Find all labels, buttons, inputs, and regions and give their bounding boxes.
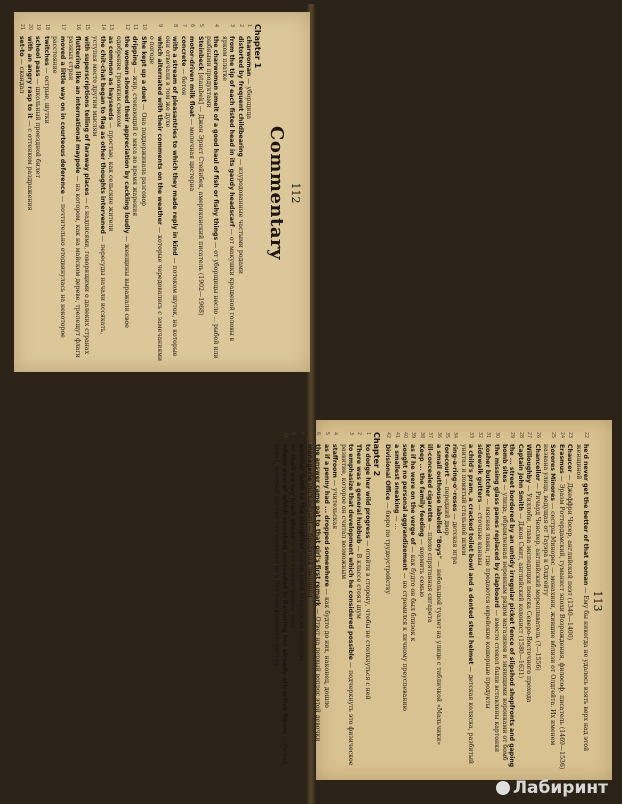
entry-term: dripping [131, 36, 139, 66]
entry-translation: — которые чередовались с замечаниями о погоде [148, 36, 163, 362]
entry-translation: — детская игра [451, 511, 459, 565]
entry-body [417, 444, 424, 770]
entry-term: Willoughby [525, 444, 533, 484]
entry-term: ring-a-ring-o'-roses [451, 444, 459, 512]
entry-term: the missing glass panes replaced by clapboard [492, 444, 500, 608]
commentary-entry [131, 24, 138, 362]
entry-number: 40 [402, 432, 408, 439]
entry-translation: — сестры Минорес — монахини, жившие вблизи от Олдгейта. Их именем названа улица, ведущая от Тауэра к Олдгейту [541, 444, 557, 746]
entry-term: Chaucer [566, 444, 574, 473]
entry-term: as common as hayseeds [107, 36, 115, 121]
entry-translation: [mɪ'nædʒərɪ] — бродячий зверинец [306, 481, 313, 598]
entry-body [443, 444, 450, 770]
entry-body [196, 36, 203, 362]
entry-translation: — с оттенком раздражения [26, 118, 34, 211]
entry-number: 6 [189, 24, 195, 28]
entry-translation: — детская коляска, разбитый унитаз и помятый стальной шлем [459, 444, 475, 764]
entry-term: which alternated with their comments on the weather [155, 36, 163, 225]
entry-translation: — передний двор [443, 476, 451, 536]
commentary-entry [188, 24, 195, 362]
entry-number: 20 [27, 24, 33, 31]
commentary-entry [516, 432, 523, 770]
entry-term: Keep ... the family feeding [417, 444, 425, 537]
entry-translation: — еще один ягненок на заклание [297, 549, 305, 662]
entry-body [460, 444, 475, 770]
entry-number: 26 [534, 432, 540, 439]
commentary-entry [401, 432, 408, 770]
entry-body [339, 444, 354, 770]
entry-translation: — В классе стоял шум [355, 543, 363, 619]
entry-body [401, 444, 408, 770]
entry-body [42, 36, 49, 362]
entry-translation: — как будто он был близок к [409, 544, 417, 642]
entry-term: motor-driven milk float [188, 36, 196, 117]
commentary-entry [542, 432, 557, 770]
entry-number: 11 [132, 24, 138, 31]
commentary-entry [384, 432, 391, 770]
commentary-entry [557, 432, 564, 770]
open-book [10, 4, 614, 796]
commentary-entry [426, 432, 433, 770]
commentary-entry [273, 432, 288, 770]
commentary-entry [355, 432, 362, 770]
entry-term: Erasmus [557, 444, 565, 474]
entry-translation: — школьный проездной билет [34, 76, 42, 178]
page-number: 113 [591, 590, 604, 612]
entry-body [273, 444, 288, 770]
entry-term: distorted by frequent childbearing [236, 36, 244, 157]
entry-term: to dodge her wild progress [363, 444, 371, 539]
commentary-entry [443, 432, 450, 770]
entry-translation: — небольшой туалет на улице с табличкой «Мальчики» [434, 558, 442, 746]
commentary-entry [566, 432, 573, 770]
entry-translation: — мясная лавка, где продаются еврейские кошерные продукты [484, 496, 492, 709]
entry-translation: — как будто до них, наконец, дошло [322, 586, 330, 708]
entry-term: with an angry rasp to it [26, 36, 34, 119]
entry-body [148, 36, 163, 362]
commentary-entry [179, 24, 186, 362]
entry-term: a small outhouse labelled "Boys" [434, 444, 442, 559]
entry-term: with superscriptions telling of faraway places [82, 36, 90, 196]
commentary-entry [475, 432, 482, 770]
entry-number: 38 [418, 432, 424, 439]
entry-translation: — молочная цистерна [188, 116, 196, 192]
entry-term: Chancellor [533, 444, 541, 481]
commentary-entry [339, 432, 354, 770]
page-title: Commentary [266, 126, 287, 260]
entry-body [475, 444, 482, 770]
entry-translation: — улица, обрамленная неровным рядом магазинов и зияющими воронками от бомб [500, 482, 508, 761]
entry-body [516, 444, 523, 770]
entry-term: he'd never get the better of that woman [582, 444, 589, 586]
entry-number: 3 [229, 24, 235, 28]
entry-body [533, 444, 540, 770]
commentary-entry [574, 432, 589, 770]
commentary-entry [533, 432, 540, 770]
entry-number: 21 [18, 24, 24, 31]
commentary-entry [417, 432, 424, 770]
entry-number: 12 [123, 24, 129, 31]
commentary-list [17, 24, 252, 362]
entry-term: There was a general hubbub [355, 444, 363, 544]
commentary-entry [236, 24, 243, 362]
entry-translation: — от макушки крашеной головы в ярком платке [220, 36, 236, 342]
entry-number: 6 [315, 432, 321, 436]
chapter-heading: Chapter 1 [253, 24, 262, 69]
entry-number: 18 [43, 24, 49, 31]
entry-term: Divisional Office [384, 444, 392, 501]
entry-translation: — пересуды начали иссякать, уступая место другим мыслям [91, 36, 106, 335]
entry-body [188, 36, 195, 362]
watermark [496, 778, 608, 798]
commentary-entry [205, 24, 220, 362]
entry-body [205, 36, 220, 362]
entry-body [574, 444, 589, 770]
entry-term: moved a little way on in courteous deference [58, 36, 66, 194]
commentary-entry [148, 24, 163, 362]
entry-term: from the tip of each fisted head in its gaudy headscarf [228, 36, 236, 227]
entry-term: the ... street bordered by an untidy irregular picket fence of slipshod shopfronts and gaping bomb sites [500, 444, 516, 768]
entry-term: with a stream of pleasantries to which they made reply in kind [171, 36, 179, 256]
entry-number: 7 [307, 432, 312, 436]
commentary-entry [17, 24, 24, 362]
entry-body [297, 444, 304, 770]
entry-body [451, 444, 458, 770]
entry-translation: — Ему бы никогда не удалось взять верх над этой женщиной [574, 444, 589, 752]
entry-number: 33 [468, 432, 474, 439]
entry-term: the chit-chat began to flag as other thoughts intervened [98, 36, 106, 234]
entry-number: 13 [108, 24, 114, 31]
entry-body [131, 36, 138, 362]
entry-translation: — Ответ на первый вопрос этой девочки [314, 606, 322, 742]
entry-translation: — плохо спрятанная сигарета [426, 521, 434, 623]
entry-number: 10 [140, 24, 146, 31]
entry-number: 8 [172, 24, 178, 28]
entry-number: 2 [237, 24, 243, 28]
entry-term: ill-concealed cigarette [426, 444, 434, 522]
entry-number: 19 [35, 24, 41, 31]
entry-body [363, 444, 370, 770]
entry-translation: — вместо стекол были вставлены картонки [492, 607, 500, 753]
entry-number: 9 [290, 432, 296, 436]
entry-body [384, 444, 391, 770]
entry-term: sought no personal aggrandizement [401, 444, 409, 571]
entry-number: 9 [156, 24, 162, 28]
entry-body [220, 36, 235, 362]
commentary-entry [220, 24, 235, 362]
entry-body [91, 36, 106, 362]
entry-term: She kept up a duet [139, 36, 147, 103]
commentary-entry [460, 432, 475, 770]
entry-number: 5 [197, 24, 203, 28]
entry-body [525, 444, 532, 770]
entry-body [355, 444, 362, 770]
entry-term: the charwoman smelt of a good haul of fish or fishy things [212, 36, 220, 241]
commentary-entry [525, 432, 532, 770]
entry-translation: — с надписями, говорящими о далеких странах [82, 195, 90, 355]
entry-number: 28 [517, 432, 523, 439]
entry-term: another lamb to the slaughter [297, 444, 305, 550]
commentary-entry [392, 432, 399, 770]
commentary-entry [245, 24, 252, 362]
entry-term: as if a penny had ... dropped somewhere [322, 444, 330, 587]
entry-term: Steinbeck [196, 36, 204, 71]
entry-body [236, 36, 243, 362]
entry-body [501, 444, 516, 770]
entry-body [34, 36, 41, 362]
entry-body [51, 36, 66, 362]
commentary-entry [51, 24, 66, 362]
entry-term: charwoman [245, 36, 252, 77]
entry-body [289, 444, 296, 770]
entry-number: 23 [567, 432, 573, 439]
commentary-list [384, 432, 589, 770]
entry-number: 4 [213, 24, 219, 28]
entry-body [245, 36, 252, 362]
entry-body [314, 444, 321, 770]
entry-translation: — учительская [331, 477, 339, 530]
entry-number: 29 [509, 432, 515, 439]
entry-translation: — не стремился к личному преуспеванию [401, 570, 409, 711]
commentary-list [273, 432, 371, 770]
entry-number: 4 [332, 432, 338, 436]
commentary-entry [82, 24, 89, 362]
entry-number: 2 [356, 432, 362, 436]
entry-term: twitches [42, 36, 50, 66]
entry-body [179, 36, 186, 362]
commentary-entry [139, 24, 146, 362]
commentary-entry [164, 24, 179, 362]
entry-translation: — почтительно отодвинулась на некоторое расстояние [51, 36, 66, 338]
labirint-logo-icon [496, 781, 510, 795]
entry-number: 3 [348, 432, 354, 436]
entry-translation: — белый халат, который удачно подчеркивал ее и без того красивую фигуру [273, 444, 288, 765]
entry-term: a smallest sneaking [392, 444, 400, 514]
entry-number: 35 [444, 432, 450, 439]
entry-term: menagerie [306, 444, 313, 482]
entry-body [492, 444, 499, 770]
entry-number: 31 [485, 432, 491, 439]
entry-translation: — бетон [179, 66, 187, 96]
entry-term: a child's pram, a cracked toilet bowl and a dented steel helmet [467, 444, 475, 665]
entry-number: 8 [298, 432, 304, 436]
entry-number: 1 [246, 24, 251, 28]
entry-translation: — или скорее черная овца [289, 539, 297, 629]
entry-translation: — Джон Смит, английский колонист (1580—1631) [516, 510, 524, 679]
entry-body [82, 36, 89, 362]
commentary-entry [363, 432, 370, 770]
entry-body [17, 36, 24, 362]
entry-number: 7 [180, 24, 186, 28]
entry-body [306, 444, 313, 770]
page-112 [14, 12, 310, 372]
entry-number: 5 [323, 432, 329, 436]
entry-body [434, 444, 441, 770]
entry-translation: — Джеффри Чосер, английский поэт (1340—1400) [566, 472, 574, 641]
commentary-entry [297, 432, 304, 770]
entry-term: concrete [179, 36, 187, 67]
entry-translation: — ... [392, 513, 400, 530]
entry-term: the women showed their appreciation by cackling loudly [122, 36, 130, 234]
commentary-entry [42, 24, 49, 362]
entry-number: 14 [99, 24, 105, 31]
commentary-entry [484, 432, 491, 770]
entry-number: 41 [393, 432, 399, 439]
commentary-entry [34, 24, 41, 362]
commentary-entry [115, 24, 130, 362]
commentary-entry [434, 432, 441, 770]
entry-term: whose overall which somehow succeeded in flattering her already attractive figure [280, 444, 288, 735]
page-number: 112 [289, 182, 302, 204]
entry-translation: — подчеркнуть это физическое развитие, которое он считал возможным [339, 444, 355, 766]
entry-body [115, 36, 130, 362]
entry-term: fluttering like an international maypole [74, 36, 82, 174]
entry-body [426, 444, 433, 770]
commentary-entry [91, 24, 106, 362]
entry-term: or shall we say black sheep [289, 444, 297, 540]
entry-body [331, 444, 338, 770]
entry-number: 36 [435, 432, 441, 439]
entry-translation: — от уборщицы несло ... рыбой или рыбными продуктами [204, 36, 220, 359]
entry-translation: — Она поддерживала разговор [139, 102, 147, 207]
entry-number: 34 [452, 432, 458, 439]
entry-translation: — бюро по трудоустройству [384, 500, 392, 594]
entry-translation: — на котором, как на майском дереве, трепещут флаги разных стран [67, 36, 82, 358]
entry-term: set-to [17, 36, 25, 57]
entry-number: 24 [558, 432, 564, 439]
entry-term: to emphasize that development which he considered possible [347, 444, 355, 660]
entry-term: Sorores Minores [549, 444, 557, 501]
entry-body [566, 444, 573, 770]
entry-term: forecourt [443, 444, 451, 477]
commentary-entry [26, 24, 33, 362]
entry-body [557, 444, 564, 770]
entry-body [139, 36, 146, 362]
entry-number: 37 [427, 432, 433, 439]
entry-term: Captain John Smith [516, 444, 524, 511]
entry-translation: — скандал [17, 56, 25, 94]
commentary-entry [322, 432, 329, 770]
commentary-entry [289, 432, 296, 770]
entry-translation: — простые, как сельские жители [107, 120, 115, 232]
commentary-entry [331, 432, 338, 770]
entry-translation: — уборщица [245, 76, 252, 120]
entry-body [409, 444, 416, 770]
commentary-entry [107, 24, 114, 362]
entry-body [484, 444, 491, 770]
entry-number: 27 [526, 432, 532, 439]
entry-term: staffroom [331, 444, 339, 478]
entry-term: sidewalk gutters [475, 444, 483, 503]
entry-translation: — сточные канавы [475, 502, 483, 566]
entry-number: 25 [550, 432, 556, 439]
entry-translation: — Уиллоби, глава экспедиции поиска Северо-Восточного прохода [525, 483, 533, 703]
commentary-entry [409, 432, 416, 770]
watermark-text: Лабиринт [512, 778, 608, 798]
entry-number: 10 [281, 432, 287, 439]
commentary-entry [306, 432, 313, 770]
page-113 [273, 420, 612, 780]
entry-translation: — Ричард Ченслер, английский мореплаватель (?—1556) [533, 480, 541, 671]
entry-translation: — женщины выражали свое одобрение громким смехом [115, 36, 130, 328]
entry-body [26, 36, 33, 362]
entry-number: 16 [75, 24, 81, 31]
commentary-entry [196, 24, 203, 362]
entry-translation: — потоком шуток, на которые они отвечали в том же духе [163, 36, 179, 357]
entry-translation: — острые, шутки [42, 65, 50, 124]
entry-term: the answer came pat to that girl's first remark [314, 444, 322, 607]
entry-body [164, 36, 179, 362]
entry-translation: — кормить семью [417, 536, 425, 597]
entry-number: 22 [583, 432, 588, 439]
entry-number: 39 [410, 432, 416, 439]
chapter-heading: Chapter 2 [371, 432, 381, 477]
entry-translation: — отойти в сторону, чтобы не столкнуться с ней [363, 538, 371, 700]
commentary-entry [492, 432, 499, 770]
entry-body [67, 36, 82, 362]
entry-number: 32 [476, 432, 482, 439]
entry-term: as if he were on the verge of [409, 444, 417, 545]
entry-body [107, 36, 114, 362]
entry-translation: [staɪnbek] — Джон Эрнст Стейнбек, американский писатель (1902—1968) [196, 70, 204, 316]
entry-number: 15 [83, 24, 89, 31]
commentary-entry [314, 432, 321, 770]
commentary-entry [67, 24, 82, 362]
entry-translation: — жир, стекающий с мяса во время жарения [131, 65, 139, 217]
entry-translation: — изуродованные частыми родами [236, 156, 244, 274]
commentary-entry [451, 432, 458, 770]
entry-term: kosher butcher [484, 444, 492, 497]
entry-number: 30 [493, 432, 499, 439]
entry-translation: — Эразм Роттердамский, гуманист эпохи Возрождения, философ, писатель (1469—1536) [557, 473, 565, 770]
entry-term: school pass [34, 36, 42, 77]
commentary-entry [501, 432, 516, 770]
entry-number: 17 [59, 24, 65, 31]
entry-body [542, 444, 557, 770]
entry-number: 42 [385, 432, 391, 439]
entry-number: 1 [364, 432, 370, 436]
entry-body [322, 444, 329, 770]
entry-body [392, 444, 399, 770]
